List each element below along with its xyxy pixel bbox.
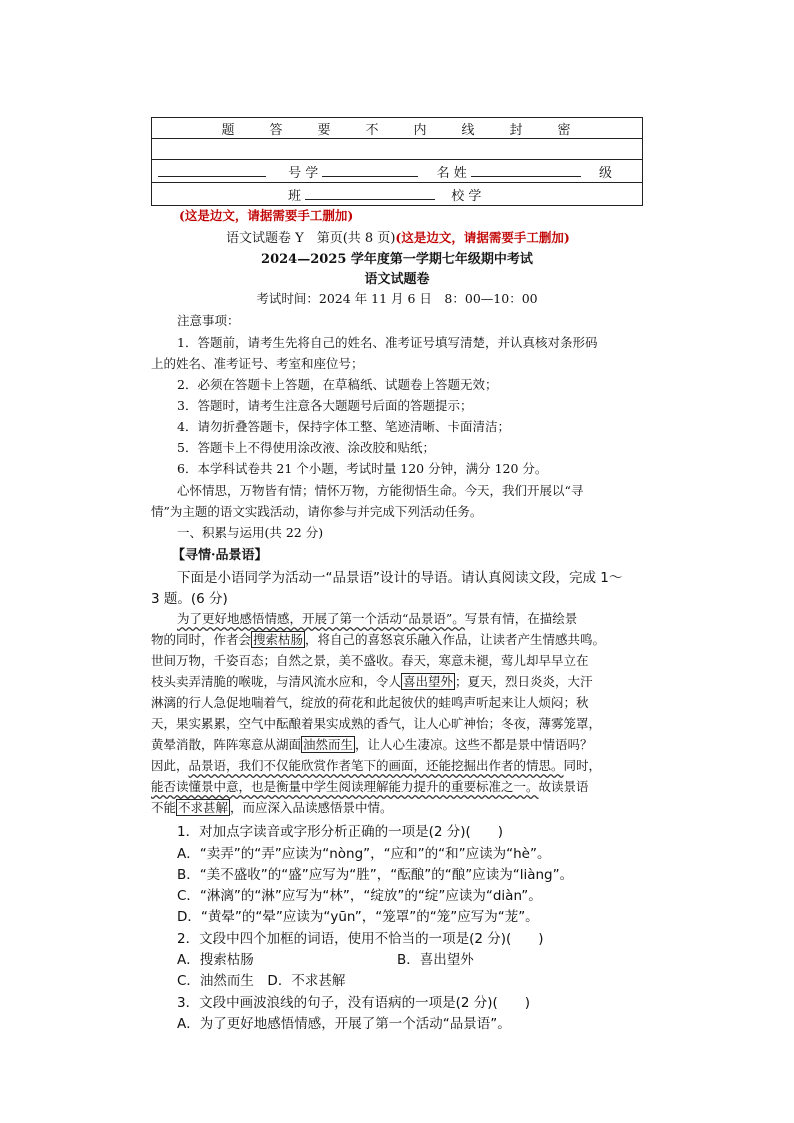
edge-note: (这是边文，请据需要手工删加): [179, 208, 354, 223]
question-2-option-b[interactable]: B．喜出望外: [397, 952, 474, 968]
exam-title: 2024—2025 学年度第一学期七年级期中考试: [261, 252, 533, 267]
boxed-word: 喜出望外: [403, 674, 454, 689]
passage-text: 不能: [151, 800, 177, 815]
subsection-heading: 【寻情·品景语】: [172, 548, 268, 563]
guide-line: 下面是小语同学为活动一“品景语”设计的导语。请认真阅读文段，完成 1～: [177, 570, 623, 586]
seal-row-empty: [152, 139, 643, 160]
question-1-option-c[interactable]: C．“淋漓”的“淋”应写为“林”，“绽放”的“绽”应读为“diàn”。: [177, 888, 542, 904]
notice-item: 3．答题时，请考生注意各大题题号后面的答题提示；: [177, 398, 473, 413]
name-label: 名 姓: [436, 165, 467, 181]
seal-char: 内: [413, 122, 429, 138]
passage-line: [151, 672, 593, 690]
passage-text: 因此，: [151, 758, 189, 773]
boxed-word: 不求甚解: [178, 800, 229, 815]
question-2-options-cd[interactable]: C．油然而生 D．不求甚解: [177, 973, 346, 989]
question-3-stem: 3．文段中画波浪线的句子，没有语病的一项是(2 分)( ): [177, 995, 531, 1011]
exam-number-label: 号 学: [288, 165, 319, 181]
seal-char: 题: [221, 122, 237, 138]
school-label: 校 学: [451, 188, 482, 204]
passage-line: [177, 609, 577, 627]
passage-line: [151, 735, 593, 753]
wavy-sentence: 能否读懂景中意，也是衡量中学生阅读理解能力提升的重要标准之一。: [151, 779, 539, 794]
notice-item: 1．答题前，请考生先将自己的姓名、准考证号填写清楚，并认真核对条形码: [177, 335, 598, 350]
grade-blank[interactable]: [471, 164, 581, 177]
question-2-stem: 2．文段中四个加框的词语，使用不恰当的一项是(2 分)( ): [177, 931, 544, 947]
boxed-word: 油然而生: [303, 737, 354, 752]
passage-text: ；夏天，烈日炎炎，大汗: [455, 674, 593, 689]
wavy-sentence: 为了更好地感悟情感，开展了第一个活动“品景语”。: [177, 611, 465, 626]
passage-text: 黄晕消散，阵阵寒意从湖面: [151, 737, 302, 752]
question-1-option-b[interactable]: B．“美不盛收”的“盛”应写为“胜”，“酝酿”的“酿”应读为“liàng”。: [177, 867, 574, 883]
seal-line-table: [151, 117, 643, 206]
seal-row-warning: [152, 118, 643, 139]
intro-line: 情”为主题的语文实践活动，请你参与并完成下列活动任务。: [151, 504, 483, 519]
notice-item: 5．答题卡上不得使用涂改液、涂改胶和贴纸；: [177, 440, 435, 455]
question-2-option-a[interactable]: A．搜索枯肠: [177, 952, 254, 968]
seal-row-fields-2: [152, 183, 643, 206]
notice-item: 2．必须在答题卡上答题，在草稿纸、试题卷上答题无效；: [177, 377, 498, 392]
intro-line: 心怀情思，万物皆有情；情怀万物，方能彻悟生命。今天，我们开展以“寻: [177, 483, 584, 498]
page-header-note: (这是边文，请据需要手工删加): [395, 230, 570, 245]
notice-item: 4．请勿折叠答题卡，保持字体工整、笔迹清晰、卡面清洁；: [177, 419, 510, 434]
passage-line: 世间万物，千姿百态；自然之景，美不盛收。春天，寒意未褪，莺儿却早早立在: [151, 653, 589, 668]
question-1-stem: 1．对加点字读音或字形分析正确的一项是(2 分)( ): [177, 824, 504, 840]
class-blank[interactable]: [305, 187, 435, 200]
passage-line: 天，果实累累，空气中酝酿着果实成熟的香气，让人心旷神怡；冬夜，薄雾笼罩，: [151, 716, 602, 731]
boxed-word: 搜索枯肠: [253, 632, 304, 647]
passage-line: 淋漓的行人急促地喘着气，绽放的荷花和此起彼伏的蛙鸣声听起来让人烦闷；秋: [151, 695, 589, 710]
class-label: 班: [288, 188, 302, 204]
exam-number-blank[interactable]: [158, 164, 266, 177]
guide-line: 3 题。(6 分): [151, 591, 228, 607]
section-heading: 一、积累与运用(共 22 分): [177, 525, 324, 540]
passage-text: ，将自己的喜怒哀乐融入作品，让读者产生情感共鸣。: [305, 632, 606, 647]
notice-heading: 注意事项：: [177, 313, 240, 328]
notice-item: 上的姓名、准考证号、考室和座位号；: [151, 356, 364, 371]
seal-char: 答: [269, 122, 285, 138]
grade-label: 级: [598, 165, 612, 181]
seal-row-fields: [152, 160, 643, 183]
seal-char: 要: [317, 122, 333, 138]
passage-text: ，让人心生凄凉。这些不都是景中情语吗？: [355, 737, 593, 752]
passage-text: 故读景语: [538, 779, 589, 794]
question-1-option-d[interactable]: D．“黄晕”的“晕”应读为“yūn”，“笼罩”的“笼”应写为“茏”。: [177, 909, 539, 925]
name-blank[interactable]: [322, 164, 418, 177]
notice-item: 6．本学科试卷共 21 个小题，考试时量 120 分钟，满分 120 分。: [177, 461, 548, 476]
passage-text: ，而应深入品读感悟景中情。: [230, 800, 393, 815]
passage-line: [151, 777, 589, 795]
passage-text: 同时，: [563, 758, 602, 773]
question-1-option-a[interactable]: A．“卖弄”的“弄”应读为“nòng”，“应和”的“和”应读为“hè”。: [177, 846, 551, 862]
passage-text: 写景有情，在描绘景: [464, 611, 578, 626]
seal-char: 封: [509, 122, 525, 138]
seal-char: 不: [365, 122, 381, 138]
passage-text: 枝头卖弄清脆的喉咙，与清风流水应和，令人: [151, 674, 402, 689]
wavy-sentence: 品景语，我们不仅能欣赏作者笔下的画面，还能挖掘出作者的情思。: [188, 758, 564, 773]
seal-char: 线: [461, 122, 477, 138]
exam-time: 考试时间：2024 年 11 月 6 日 8：00—10：00: [256, 291, 538, 306]
passage-text: 物的同时，作者会: [151, 632, 252, 647]
passage-line: [151, 798, 393, 816]
passage-line: [151, 630, 605, 648]
passage-line: [151, 756, 601, 774]
question-3-option-a[interactable]: A．为了更好地感悟情感，开展了第一个活动“品景语”。: [177, 1016, 511, 1032]
page-header: [226, 227, 570, 246]
seal-char: 密: [557, 122, 573, 138]
subject-title: 语文试题卷: [364, 272, 430, 287]
page-header-title: 语文试题卷 Y 第页(共 8 页): [226, 231, 396, 246]
